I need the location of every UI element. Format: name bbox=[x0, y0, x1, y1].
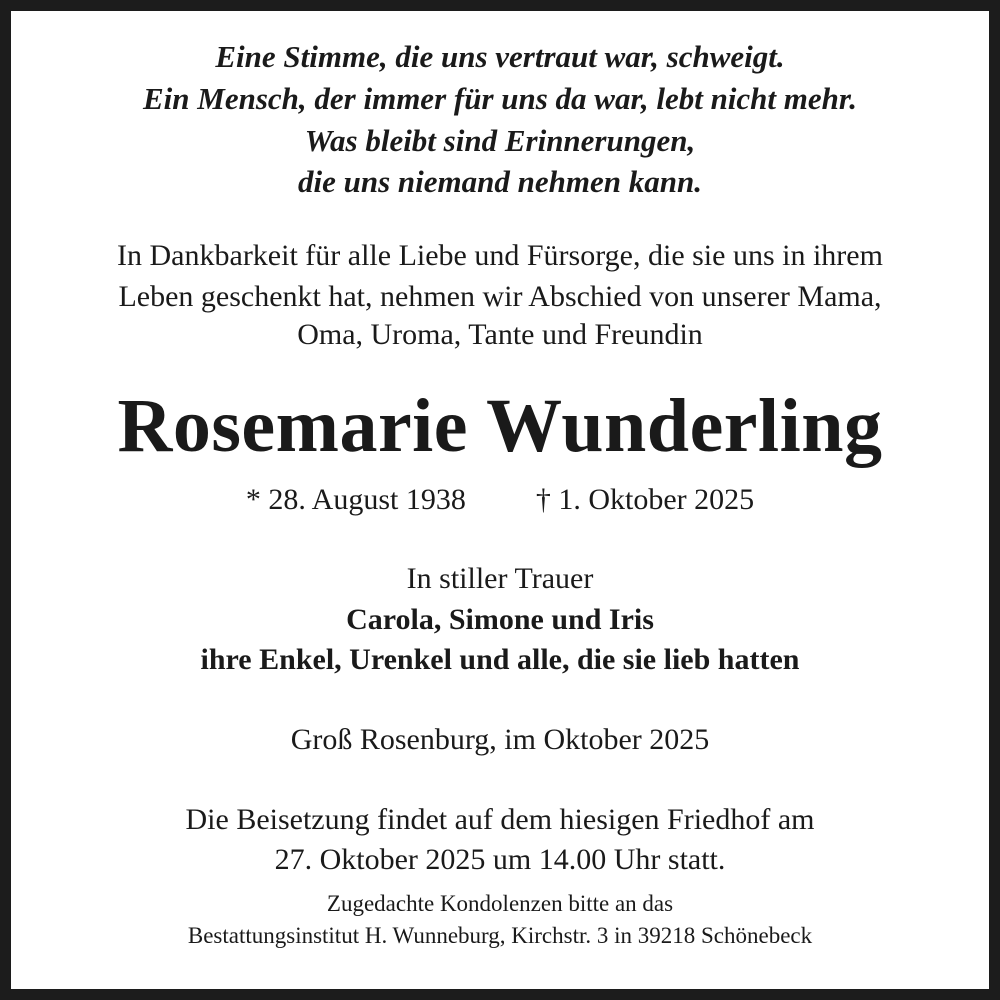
burial-line-2: 27. Oktober 2025 um 14.00 Uhr statt. bbox=[274, 843, 726, 876]
verse-line-2: Ein Mensch, der immer für uns da war, lebt nicht mehr. bbox=[142, 81, 857, 116]
condolences-line-2: Bestattungsinstitut H. Wunneburg, Kirchstr. 3 in 39218 Schönebeck bbox=[187, 923, 813, 948]
burial-line-1: Die Beisetzung findet auf dem hiesigen Friedhof am bbox=[185, 803, 815, 836]
mourning-intro: In stiller Trauer bbox=[406, 562, 594, 595]
intro-line-3: Oma, Uroma, Tante und Freundin bbox=[297, 318, 703, 351]
verse-line-3: Was bleibt sind Erinnerungen, bbox=[304, 123, 696, 158]
mourning-family: Carola, Simone und Iris bbox=[346, 603, 654, 636]
mourning-others: ihre Enkel, Urenkel und alle, die sie lieb hatten bbox=[200, 643, 800, 676]
place-date: Groß Rosenburg, im Oktober 2025 bbox=[290, 723, 710, 756]
verse-line-1: Eine Stimme, die uns vertraut war, schweigt. bbox=[215, 39, 785, 74]
life-dates bbox=[0, 485, 1000, 515]
intro-line-2: Leben geschenkt hat, nehmen wir Abschied von unserer Mama, bbox=[118, 280, 882, 313]
intro-line-1: In Dankbarkeit für alle Liebe und Fürsorge, die sie uns in ihrem bbox=[117, 239, 883, 272]
death-date: † 1. Oktober 2025 bbox=[535, 483, 755, 516]
condolences-line-1: Zugedachte Kondolenzen bitte an das bbox=[326, 891, 674, 916]
deceased-name: Rosemarie Wunderling bbox=[117, 384, 883, 468]
verse-line-4: die uns niemand nehmen kann. bbox=[298, 164, 702, 199]
birth-date: * 28. August 1938 bbox=[245, 483, 466, 516]
